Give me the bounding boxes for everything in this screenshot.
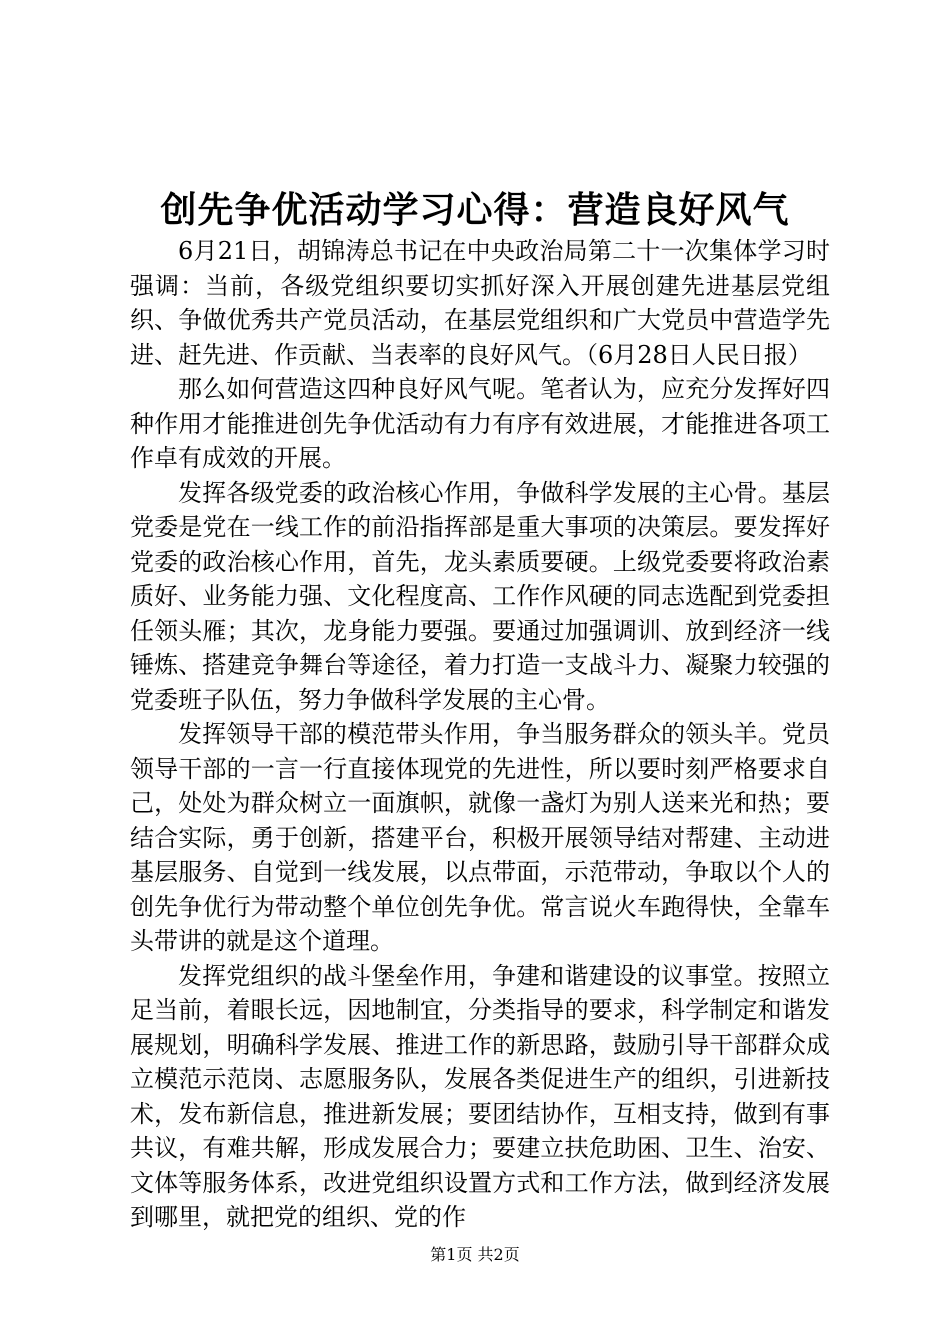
paragraph-party-committee: 发挥各级党委的政治核心作用，争做科学发展的主心骨。基层党委是党在一线工作的前沿指挥部是重大事项的决策层。要发挥好党委的政治核心作用，首先，龙头素质要硬。上级党委要将政治素质好、业务能力强、文化程度高、工作作风硬的同志选配到党委担任领头雁；其次，龙身能力要强。要通过加强调训、放到经济一线锤炼、搭建竞争舞台等途径，着力打造一支战斗力、凝聚力较强的党委班子队伍，努力争做科学发展的主心骨。 bbox=[130, 478, 830, 714]
paragraph-party-organization: 发挥党组织的战斗堡垒作用，争建和谐建设的议事堂。按照立足当前，着眼长远，因地制宜，分类指导的要求，科学制定和谐发展规划，明确科学发展、推进工作的新思路，鼓励引导干部群众成立模范示范岗、志愿服务队，发展各类促进生产的组织，引进新技术，发布新信息，推进新发展；要团结协作，互相支持，做到有事共议，有难共解，形成发展合力；要建立扶危助困、卫生、治安、文体等服务体系，改进党组织设置方式和工作方法，做到经济发展到哪里，就把党的组织、党的作 bbox=[130, 961, 830, 1231]
page-number-footer: 第1页 共2页 bbox=[430, 1245, 520, 1264]
paragraph-leading-cadres: 发挥领导干部的模范带头作用，争当服务群众的领头羊。党员领导干部的一言一行直接体现党的先进性，所以要时刻严格要求自己，处处为群众树立一面旗帜，就像一盏灯为别人送来光和热；要结合实际，勇于创新，搭建平台，积极开展领导结对帮建、主动进基层服务、自觉到一线发展，以点带面，示范带动，争取以个人的创先争优行为带动整个单位创先争优。常言说火车跑得快，全靠车头带讲的就是这个道理。 bbox=[130, 720, 830, 955]
paragraph-intro: 6月21日，胡锦涛总书记在中央政治局第二十一次集体学习时强调：当前，各级党组织要切实抓好深入开展创建先进基层党组织、争做优秀共产党员活动，在基层党组织和广大党员中营造学先进、赶先进、作贡献、当表率的良好风气。（6月28日人民日报） bbox=[130, 237, 830, 369]
paragraph-question: 那么如何营造这四种良好风气呢。笔者认为，应充分发挥好四种作用才能推进创先争优活动有力有序有效进展，才能推进各项工作卓有成效的开展。 bbox=[130, 375, 830, 472]
document-body bbox=[130, 234, 830, 1235]
document-title: 创先争优活动学习心得：营造良好风气 bbox=[160, 189, 790, 231]
